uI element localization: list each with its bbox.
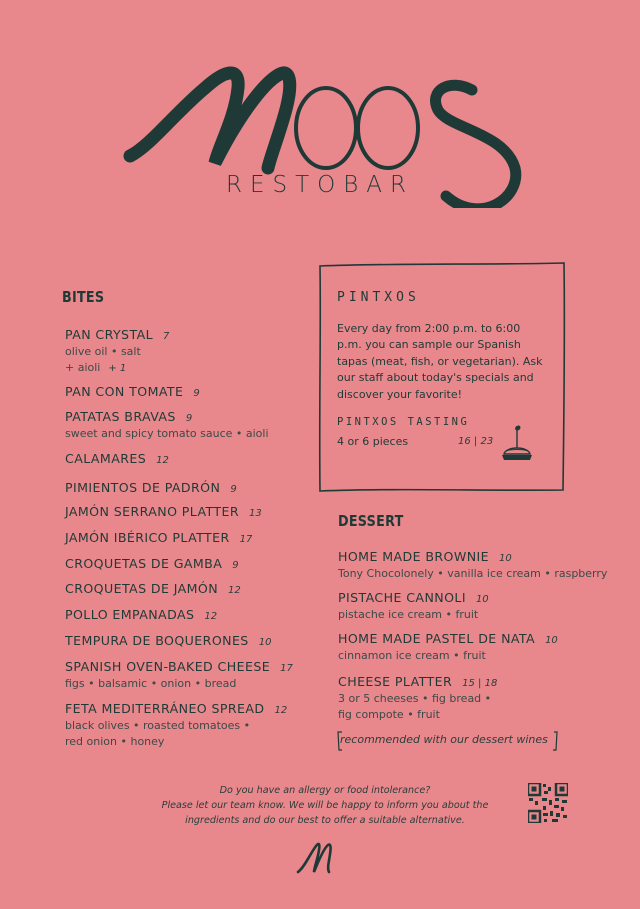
qr-code-icon[interactable] — [528, 783, 568, 823]
item-name: FETA MEDITERRÁNEO SPREAD — [65, 701, 265, 716]
pintxos-text: Every day from 2:00 p.m. to 6:00 p.m. you can sample our Spanish tapas (meat, fish, or vegetarian). Ask our staff about today's specials and discover your favorite! — [337, 322, 543, 401]
item-desc: fig compote • fruit — [338, 707, 440, 721]
menu-item — [65, 503, 262, 521]
dessert-title: DESSERT — [338, 512, 404, 530]
allergy-line: ingredients and do our best to offer a suitable alternative. — [185, 815, 465, 826]
item-price: 9 — [185, 413, 193, 424]
item-desc: black olives • roasted tomatoes • — [65, 719, 251, 732]
monogram-logo — [296, 838, 336, 878]
item-name: SPANISH OVEN-BAKED CHEESE — [65, 659, 271, 674]
bites-title: BITES — [62, 288, 105, 306]
item-price: 10 — [475, 594, 489, 605]
allergy-note — [130, 783, 520, 828]
menu-item — [65, 529, 252, 547]
item-price: 17 — [239, 534, 253, 545]
item-desc: figs • balsamic • onion • bread — [65, 677, 237, 690]
item-name: CROQUETAS DE JAMÓN — [65, 581, 219, 596]
menu-item — [65, 479, 237, 497]
pintxos-title: PINTXOS — [337, 290, 420, 305]
item-desc: red onion • honey — [65, 734, 165, 748]
menu-item — [338, 630, 558, 664]
item-price: 15 | 18 — [462, 678, 498, 689]
item-name: CROQUETAS DE GAMBA — [65, 556, 223, 571]
item-name: JAMÓN SERRANO PLATTER — [65, 504, 240, 519]
item-price: 12 — [274, 705, 288, 716]
item-price: 13 — [249, 508, 262, 519]
item-name: PAN CRYSTAL — [65, 327, 153, 342]
item-name: PATATAS BRAVAS — [65, 409, 176, 424]
item-name: HOME MADE BROWNIE — [338, 549, 489, 564]
item-name: JAMÓN IBÉRICO PLATTER — [65, 530, 230, 545]
item-price: 17 — [280, 663, 293, 674]
item-price: 12 — [204, 611, 218, 622]
item-extra: + aioli + 1 — [65, 360, 127, 374]
tasting-desc: 4 or 6 pieces — [337, 435, 409, 448]
item-price: 9 — [230, 484, 237, 495]
menu-item — [65, 383, 200, 401]
item-desc: Tony Chocolonely • vanilla ice cream • raspberry — [338, 567, 608, 580]
item-name: CHEESE PLATTER — [338, 674, 453, 689]
allergy-line: Please let our team know. We will be happy to inform you about the — [161, 800, 489, 811]
item-desc: sweet and spicy tomato sauce • aioli — [65, 427, 269, 440]
menu-item — [65, 580, 241, 598]
item-desc: cinnamon ice cream • fruit — [338, 649, 486, 662]
allergy-line: Do you have an allergy or food intolerance? — [219, 785, 431, 796]
menu-item — [65, 326, 169, 376]
menu-item — [65, 606, 217, 624]
item-price: 12 — [228, 585, 241, 596]
menu-item — [65, 658, 293, 692]
item-price: 12 — [156, 455, 169, 466]
tapas-icon — [498, 422, 536, 468]
menu-item — [65, 408, 269, 442]
tasting-title: PINTXOS TASTING — [337, 416, 470, 428]
menu-item — [338, 589, 489, 623]
item-name: CALAMARES — [65, 451, 147, 466]
item-price: 10 — [258, 637, 272, 648]
item-desc: pistache ice cream • fruit — [338, 608, 479, 621]
item-name: HOME MADE PASTEL DE NATA — [338, 631, 536, 646]
item-price: 10 — [545, 635, 558, 646]
item-desc: olive oil • salt — [65, 345, 141, 358]
item-price: 9 — [232, 560, 239, 571]
item-name: PAN CON TOMATE — [65, 384, 184, 399]
menu-item — [65, 450, 169, 468]
item-desc: 3 or 5 cheeses • fig bread • — [338, 692, 492, 705]
menu-item — [65, 632, 271, 650]
item-price: 9 — [193, 388, 200, 399]
menu-item — [338, 548, 607, 582]
recommend-note: recommended with our dessert wines — [340, 733, 548, 746]
item-price: 7 — [163, 331, 170, 342]
brand-subtitle: RESTOBAR — [225, 172, 415, 198]
item-name: PIMIENTOS DE PADRÓN — [65, 480, 221, 495]
menu-item — [65, 700, 287, 749]
menu-item — [65, 555, 239, 573]
item-name: POLLO EMPANADAS — [65, 607, 195, 622]
tasting-price: 16 | 23 — [458, 436, 494, 447]
item-name: TEMPURA DE BOQUERONES — [65, 633, 249, 648]
item-price: 10 — [499, 553, 512, 564]
menu-item — [338, 673, 497, 722]
item-name: PISTACHE CANNOLI — [338, 590, 466, 605]
